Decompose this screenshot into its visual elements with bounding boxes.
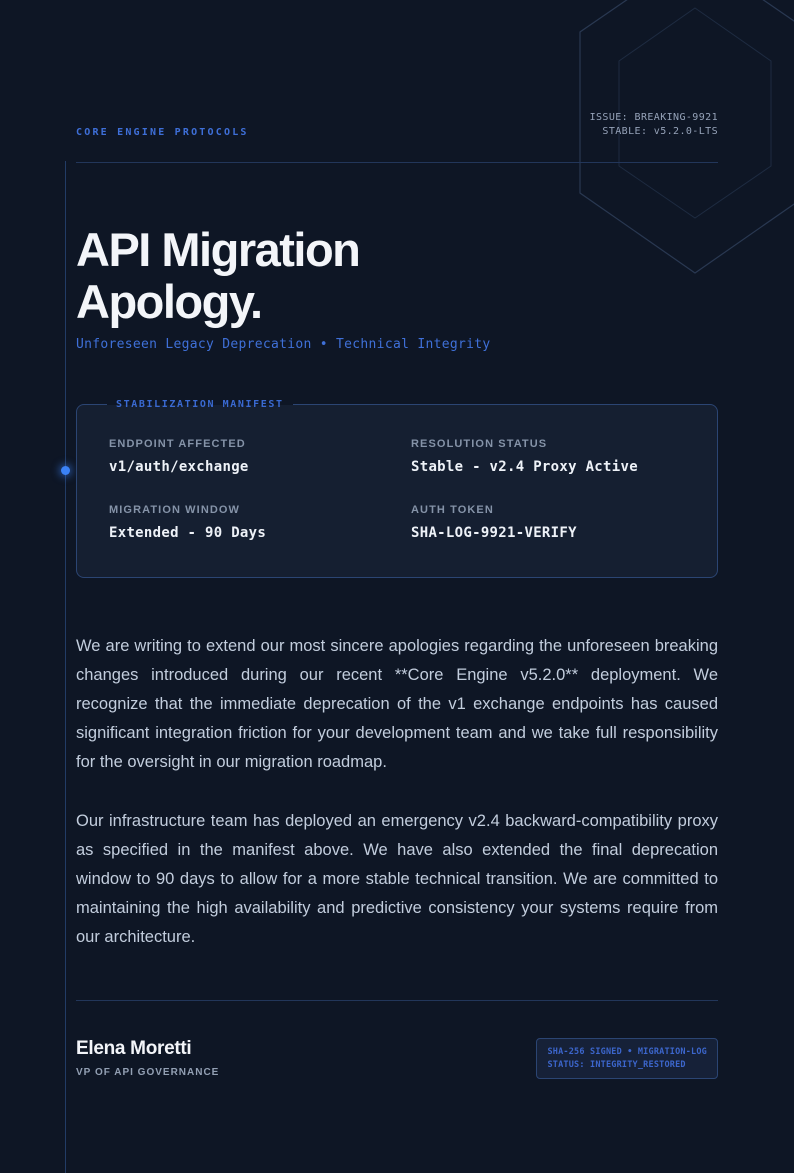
field-value: SHA-LOG-9921-VERIFY [411,525,577,541]
issue-meta [590,111,718,138]
stabilization-manifest-panel [76,399,718,578]
badge-line2: STATUS: INTEGRITY_RESTORED [547,1059,686,1070]
manifest-field-token [411,504,685,541]
manifest-legend: STABILIZATION MANIFEST [107,397,293,413]
badge-line1: SHA-256 SIGNED • MIGRATION-LOG [547,1047,707,1057]
page-title [76,224,718,328]
field-label: ENDPOINT AFFECTED [109,438,246,450]
field-value: v1/auth/exchange [109,459,249,475]
page-title-line2: Apology. [76,275,262,328]
stable-line: STABLE: v5.2.0-LTS [602,125,718,137]
manifest-grid [77,405,717,577]
field-label: AUTH TOKEN [411,504,494,516]
field-value: Extended - 90 Days [109,525,267,541]
manifest-field-resolution [411,438,685,475]
signatory-role: VP OF API GOVERNANCE [76,1067,220,1078]
header-divider [76,162,718,163]
field-value: Stable - v2.4 Proxy Active [411,459,638,475]
field-label: RESOLUTION STATUS [411,438,548,450]
body-paragraph: We are writing to extend our most sincere apologies regarding the unforeseen breaking changes introduced during our recent **Core Engine v5.2.0** deployment. We recognize that the immediate deprecation of the v1 exchange endpoints has caused significant integration friction for your development team and we take full responsibility for the oversight in our migration roadmap. [76,637,718,771]
signatory [76,1038,219,1078]
signatory-name: Elena Moretti [76,1038,192,1059]
issue-line: ISSUE: BREAKING-9921 [589,112,718,123]
masthead [76,111,718,138]
page-title-line1: API Migration [76,223,360,276]
manifest-field-window [109,504,383,541]
field-label: MIGRATION WINDOW [109,504,241,516]
signature-divider [76,1000,718,1001]
manifest-field-endpoint [109,438,383,475]
kicker-label: CORE ENGINE PROTOCOLS [76,127,249,138]
body-paragraph: Our infrastructure team has deployed an emergency v2.4 backward-compatibility proxy as specified in the manifest above. We have also extended the final deprecation window to 90 days to allow for a more stable technical transition. We are committed to maintaining the high availability and predictive consistency your systems require from our architecture. [76,812,718,946]
page-subtitle: Unforeseen Legacy Deprecation • Technical Integrity [76,337,491,352]
signature-block [76,1038,718,1079]
signed-status-badge [536,1038,718,1079]
